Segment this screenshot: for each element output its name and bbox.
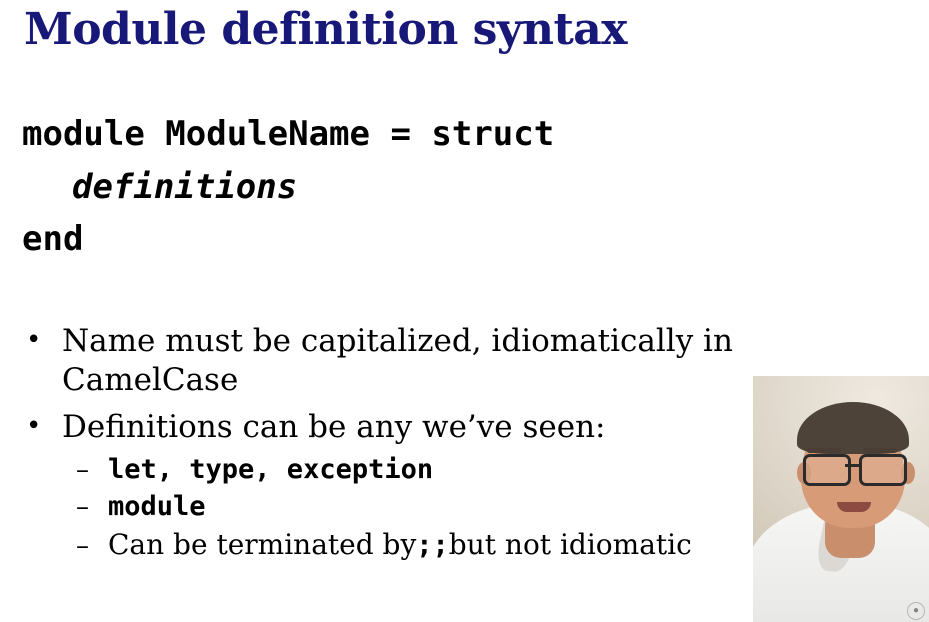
dash-marker-icon: –: [76, 455, 89, 486]
code-line-3: end: [22, 219, 84, 260]
page-title: Module definition syntax: [24, 4, 628, 55]
presenter-eyebrow-right: [863, 448, 897, 453]
code-line-1: module ModuleName = struct: [22, 114, 555, 154]
presenter-video-overlay: [753, 376, 929, 622]
bullet-text: Name must be capitalized, idiomatically in CamelCase: [62, 323, 733, 398]
bullet-marker-icon: •: [26, 325, 42, 355]
dash-marker-icon: –: [76, 492, 89, 523]
sub-bullet-code: ;;: [416, 530, 449, 562]
sub-bullet-code: let, type, exception: [108, 454, 434, 486]
recording-indicator-icon: ●: [907, 602, 925, 620]
bullet-text: Definitions can be any we’ve seen:: [62, 408, 606, 445]
code-line-2: definitions: [72, 166, 298, 207]
sub-bullet-code: module: [108, 491, 206, 523]
sub-bullet-text-after: but not idiomatic: [448, 528, 692, 562]
code-block: [22, 108, 554, 266]
bullet-marker-icon: •: [26, 410, 42, 441]
presenter-mouth: [837, 502, 871, 512]
dash-marker-icon: –: [76, 531, 89, 562]
glasses-icon: [801, 454, 909, 484]
sub-bullet-text-before: Can be terminated by: [108, 528, 417, 562]
presenter-eyebrow-left: [807, 448, 841, 453]
